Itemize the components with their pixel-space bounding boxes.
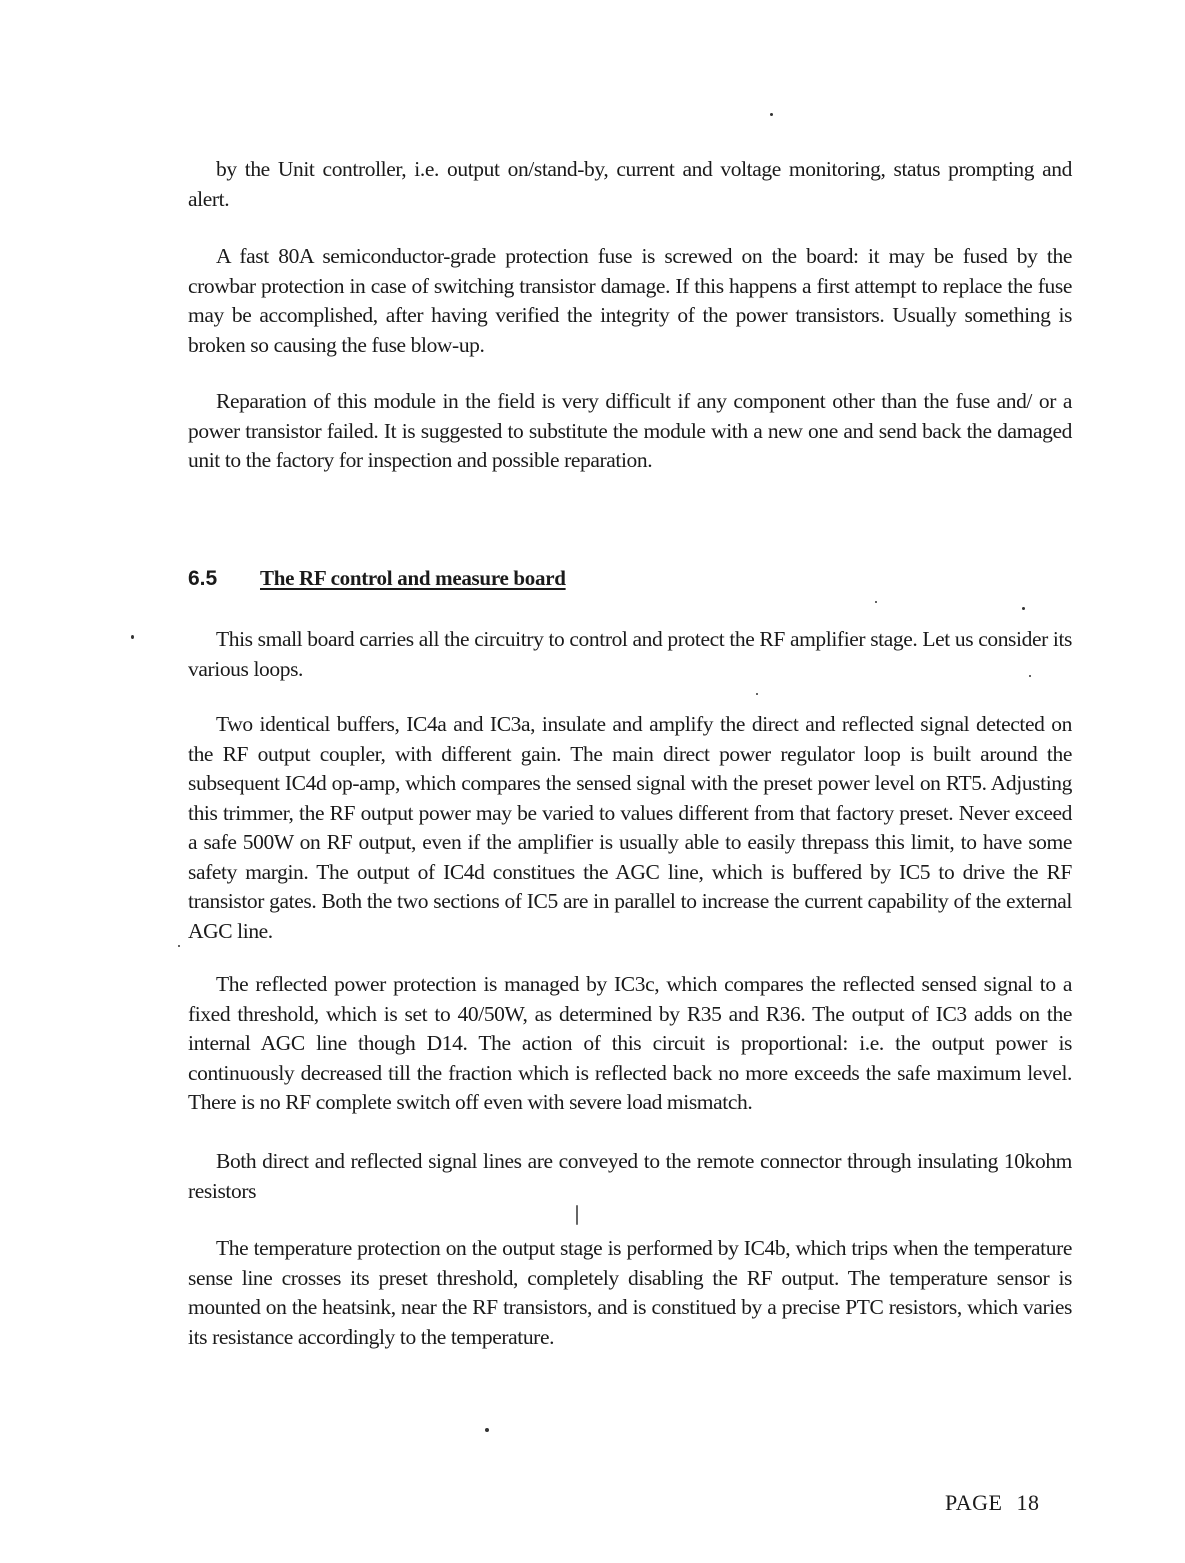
paragraph-text: A fast 80A semiconductor-grade protection fuse is screwed on the board: it may be fused by the crowbar protection in case of switching transistor damage. If this happens a first attempt to replace the fuse may be accomplished, after having verified the integrity of the power transistors. Usually something is broken so causing the fuse blow-up. bbox=[188, 244, 1072, 357]
scan-speck bbox=[875, 601, 877, 603]
paragraph-continuation bbox=[188, 155, 1072, 214]
paragraph-text: Reparation of this module in the field is very difficult if any component other than the fuse and/ or a power transistor failed. It is suggested to substitute the module with a new one and send back the damaged unit to the factory for inspection and possible reparation. bbox=[188, 389, 1072, 472]
paragraph-overview bbox=[188, 625, 1072, 684]
scan-speck bbox=[576, 1205, 578, 1225]
scan-speck bbox=[756, 693, 758, 695]
page-label: PAGE bbox=[945, 1490, 1003, 1515]
paragraph-signal-lines bbox=[188, 1147, 1072, 1206]
paragraph-text: The reflected power protection is managed by IC3c, which compares the reflected sensed signal to a fixed threshold, which is set to 40/50W, as determined by R35 and R36. The output of IC3 adds on the internal AGC line though D14. The action of this circuit is proportional: i.e. the output power is continuously decreased till the fraction which is reflected back no more exceeds the safe maximum level. There is no RF complete switch off even with severe load mismatch. bbox=[188, 972, 1072, 1114]
paragraph-text: Both direct and reflected signal lines are conveyed to the remote connector through insulating 10kohm resistors bbox=[188, 1149, 1072, 1203]
section-number: 6.5 bbox=[188, 567, 218, 590]
paragraph-reflected-protection bbox=[188, 970, 1072, 1118]
paragraph-text: This small board carries all the circuitry to control and protect the RF amplifier stage. Let us consider its various loops. bbox=[188, 627, 1072, 681]
paragraph-temperature bbox=[188, 1234, 1072, 1352]
scan-speck bbox=[1022, 607, 1025, 610]
scan-speck bbox=[1029, 675, 1031, 677]
paragraph-reparation bbox=[188, 387, 1072, 476]
paragraph-text: by the Unit controller, i.e. output on/stand-by, current and voltage monitoring, status prompting and alert. bbox=[188, 157, 1072, 211]
page-number-value: 18 bbox=[1016, 1490, 1040, 1515]
paragraph-buffers bbox=[188, 710, 1072, 946]
section-title: The RF control and measure board bbox=[260, 566, 566, 590]
scan-speck bbox=[131, 635, 134, 639]
section-heading bbox=[188, 563, 566, 594]
page-number bbox=[945, 1488, 1039, 1518]
scan-speck bbox=[770, 113, 773, 116]
paragraph-text: The temperature protection on the output stage is performed by IC4b, which trips when the temperature sense line crosses its preset threshold, completely disabling the RF output. The temperature sensor is mounted on the heatsink, near the RF transistors, and is constitued by a precise PTC resistors, which varies its resistance accordingly to the temperature. bbox=[188, 1236, 1072, 1349]
paragraph-fuse bbox=[188, 242, 1072, 360]
paragraph-text: Two identical buffers, IC4a and IC3a, insulate and amplify the direct and reflected signal detected on the RF output coupler, with different gain. The main direct power regulator loop is built around the subsequent IC4d op-amp, which compares the sensed signal with the preset power level on RT5. Adjusting this trimmer, the RF output power may be varied to values different from that factory preset. Never exceed a safe 500W on RF output, even if the amplifier is usually able to easily threpass this limit, to have some safety margin. The output of IC4d constitues the AGC line, which is buffered by IC5 to drive the RF transistor gates. Both the two sections of IC5 are in parallel to increase the current capability of the external AGC line. bbox=[188, 712, 1072, 943]
scan-speck bbox=[485, 1428, 489, 1432]
scan-speck bbox=[178, 945, 180, 947]
